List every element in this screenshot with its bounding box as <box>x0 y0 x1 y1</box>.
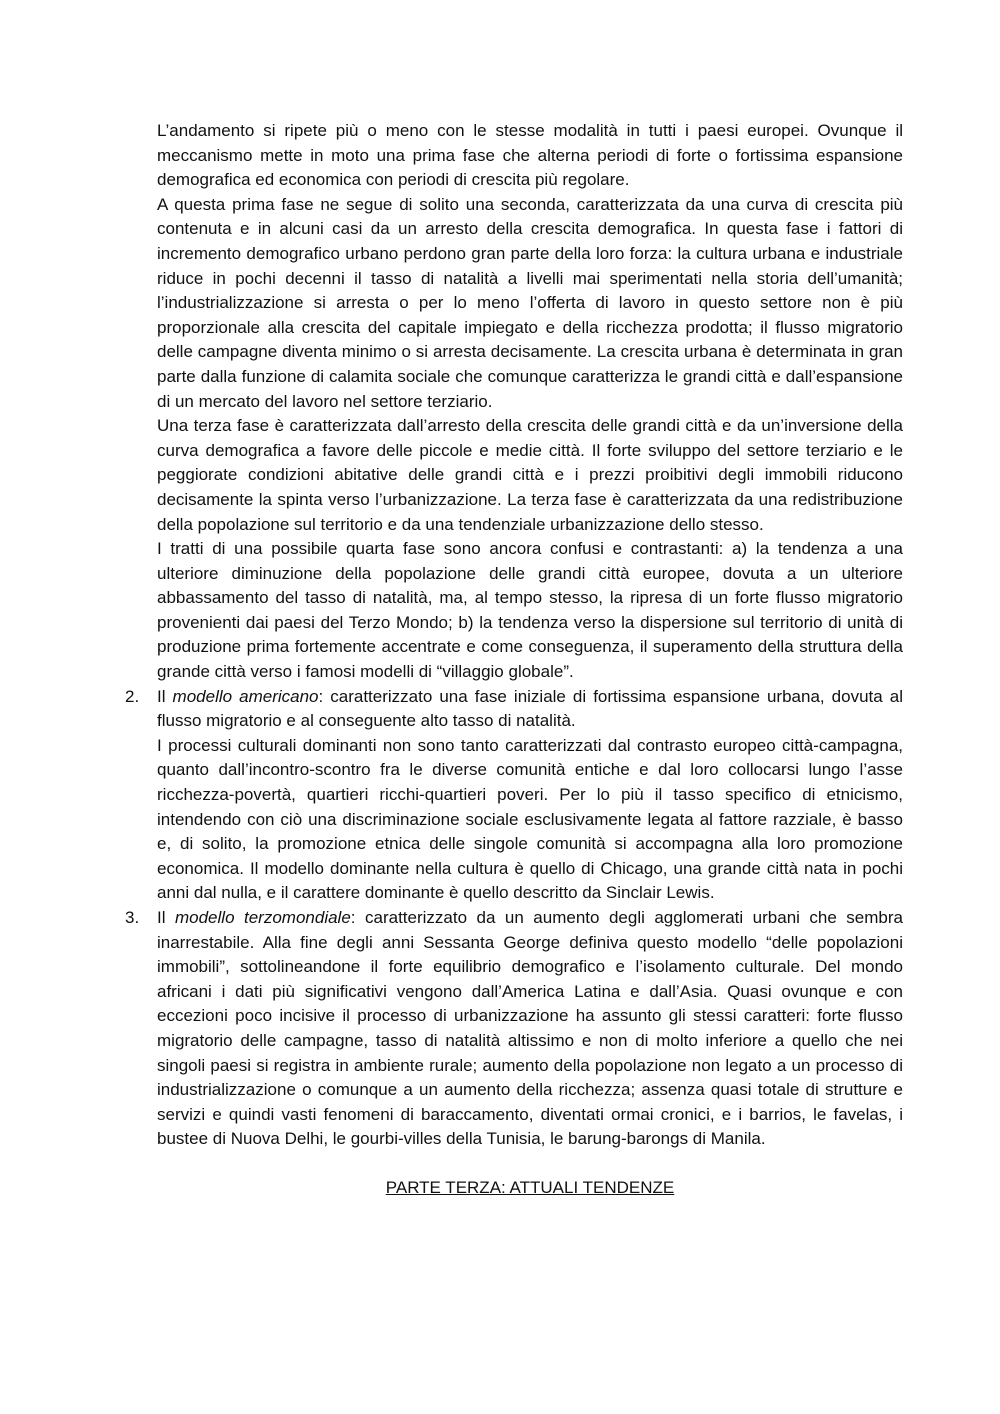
list-item-third-world-model <box>125 906 903 1152</box>
lead-text: Il <box>157 908 175 927</box>
definition-text: : caratterizzato una fase iniziale di fortissima espansione urbana, dovuta al flusso migratorio e al conseguente alto tasso di natalità. <box>157 686 903 731</box>
list-item-lead-paragraph <box>157 685 903 734</box>
list-item-lead-paragraph <box>157 906 903 1152</box>
list-item-paragraph: I processi culturali dominanti non sono tanto caratterizzati dal contrasto europeo città-campagna, quanto dall’incontro-scontro fra le diverse comunità entiche e dal loro collocarsi lungo l’asse ricchezza-povertà, quartieri ricchi-quartieri poveri. Per lo più il tasso specifico di etnicismo, intendendo con ciò una discriminazione sociale esclusivamente legata al fattore razziale, è basso e, di solito, la promozione etnica delle singole comunità si accompagna alla loro promozione economica. Il modello dominante nella cultura è quello di Chicago, una grande città nata in pochi anni dal nulla, e il carattere dominante è quello descritto da Sinclair Lewis. <box>157 735 903 903</box>
list-item-american-model <box>125 685 903 906</box>
document-body <box>125 119 903 1201</box>
lead-text: Il <box>157 686 173 706</box>
paragraph-phase-3: Una terza fase è caratterizzata dall’arresto della crescita delle grandi città e da un’inversione della curva demografica a favore delle piccole e medie città. Il forte sviluppo del settore terziario e le peggiorate condizioni abitative delle grandi città e i prezzi proibitivi degli immobili riducono decisamente la spinta verso l’urbanizzazione. La terza fase è caratterizzata da una redistribuzione della popolazione sul territorio e da una tendenziale urbanizzazione dello stesso. <box>157 416 903 534</box>
model-term: modello terzomondiale <box>174 908 351 927</box>
section-heading: PARTE TERZA: ATTUALI TENDENZE <box>385 1177 675 1197</box>
paragraph-phase-4: I tratti di una possibile quarta fase sono ancora confusi e contrastanti: a) la tendenza a una ulteriore diminuzione della popolazione delle grandi città europee, dovuta a un ulteriore abbassamento del tasso di natalità, ma, al tempo stesso, la ripresa di un forte flusso migratorio provenienti dai paesi del Terzo Mondo; b) la tendenza verso la dispersione sul territorio di unità di produzione prima fortemente accentrate e come conseguenza, il superamento della struttura della grande città verso i famosi modelli di “villaggio globale”. <box>157 539 903 682</box>
paragraph-phase-1: L’andamento si ripete più o meno con le stesse modalità in tutti i paesi europei. Ovunque il meccanismo mette in moto una prima fase che alterna periodi di forte o fortissima espansione demografica ed economica con periodi di crescita più regolare. <box>157 121 903 190</box>
paragraph-phase-2: A questa prima fase ne segue di solito una seconda, caratterizzata da una curva di crescita più contenuta e in alcuni casi da un arresto della crescita demografica. In questa fase i fattori di incremento demografico urbano perdono gran parte della loro forza: la cultura urbana e industriale riduce in pochi decenni il tasso di natalità a livelli mai sperimentati nella storia dell’umanità; l’industrializzazione si arresta o per lo meno l’offerta di lavoro in questo settore non è più proporzionale alla crescita del capitale impiegato e della ricchezza prodotta; il flusso migratorio delle campagne diventa minimo o si arresta decisamente. La crescita urbana è determinata in gran parte dalla funzione di calamita sociale che comunque caratterizza le grandi città e dall’espansione di un mercato del lavoro nel settore terziario. <box>157 194 903 411</box>
list-number: 3. <box>125 908 140 927</box>
list-number: 2. <box>125 686 140 706</box>
model-term: modello americano <box>172 686 319 706</box>
definition-text: : caratterizzato da un aumento degli agglomerati urbani che sembra inarrestabile. Alla fine degli anni Sessanta George definiva questo modello “delle popolazioni immobili”, sottolineandone il forte equilibrio demografico e l’isolamento culturale. Del mondo africani i dati più significativi vengono dall’America Latina e dall’Asia. Quasi ovunque e con eccezioni poco incisive il processo di urbanizzazione ha assunto gli stessi caratteri: forte flusso migratorio delle campagne, tasso di natalità altissimo e non di molto inferiore a quello che nei singoli paesi si registra in ambiente rurale; aumento della popolazione non legato a un processo di industrializzazione o comunque a un aumento della ricchezza; assenza quasi totale di strutture e servizi e quindi vasti fenomeni di baraccamento, diventati ormai cronici, e i barrios, le favelas, i bustee di Nuova Delhi, le gourbi-villes della Tunisia, le barung-barongs di Manila. <box>157 908 903 1149</box>
